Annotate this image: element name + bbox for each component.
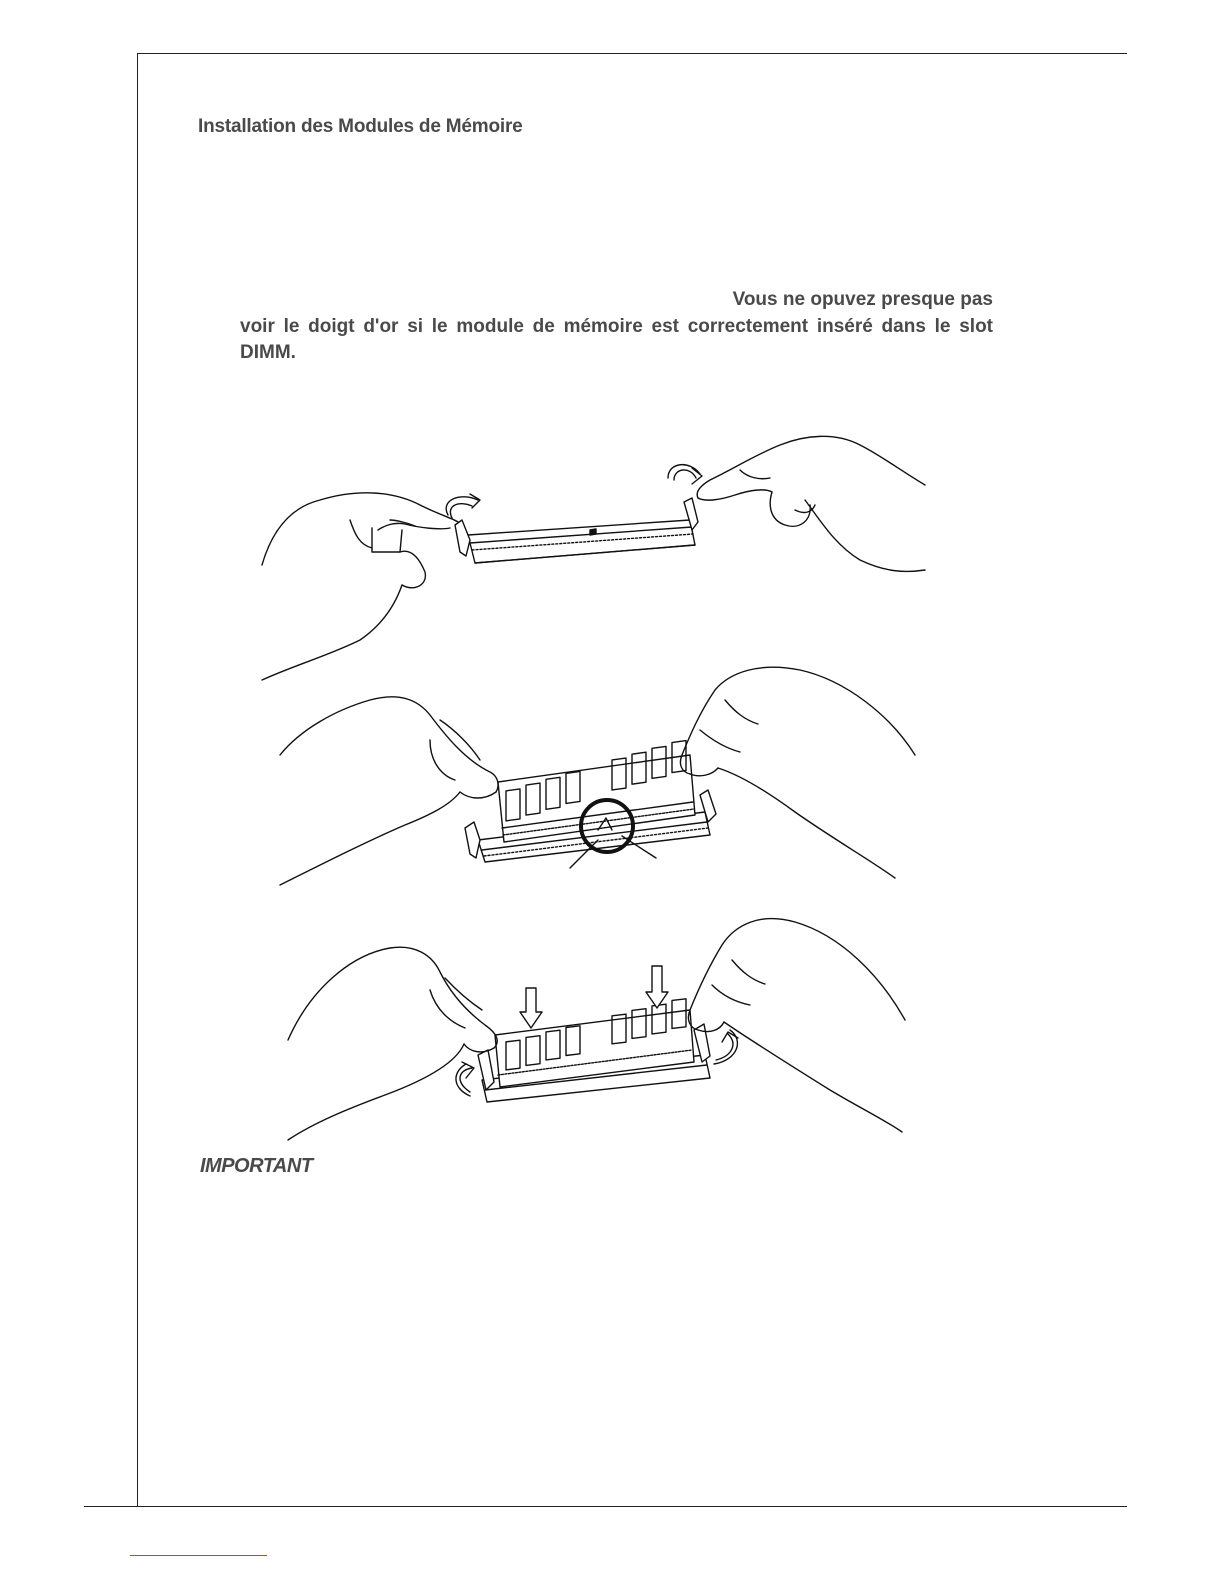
rotate-arrow-icon [446,494,480,518]
insertion-note-line1: Vous ne opuvez presque pas [732,289,993,310]
dimm-slot-icon [455,498,698,563]
right-hand-icon [688,919,905,1132]
step3-press-down-figure [288,919,905,1140]
step1-open-clips-figure [262,436,925,680]
insertion-note-rest: voir le doigt d'or si le module de mémoire est correctement inséré dans le slot DIMM. [240,315,993,363]
right-hand-icon [680,667,915,878]
step2-align-module-figure [280,667,915,885]
left-hand-icon [280,697,498,885]
left-hand-icon [262,493,458,680]
section-heading: Installation des Modules de Mémoire [198,116,523,137]
right-hand-icon [697,436,925,571]
down-arrow-icon [646,966,668,1008]
rotate-arrow-icon [668,465,702,484]
down-arrow-icon [520,988,542,1028]
rotate-arrow-icon [714,1030,738,1064]
rotate-arrow-icon [456,1062,474,1096]
left-hand-icon [288,947,497,1140]
important-label: IMPORTANT [200,1155,313,1177]
